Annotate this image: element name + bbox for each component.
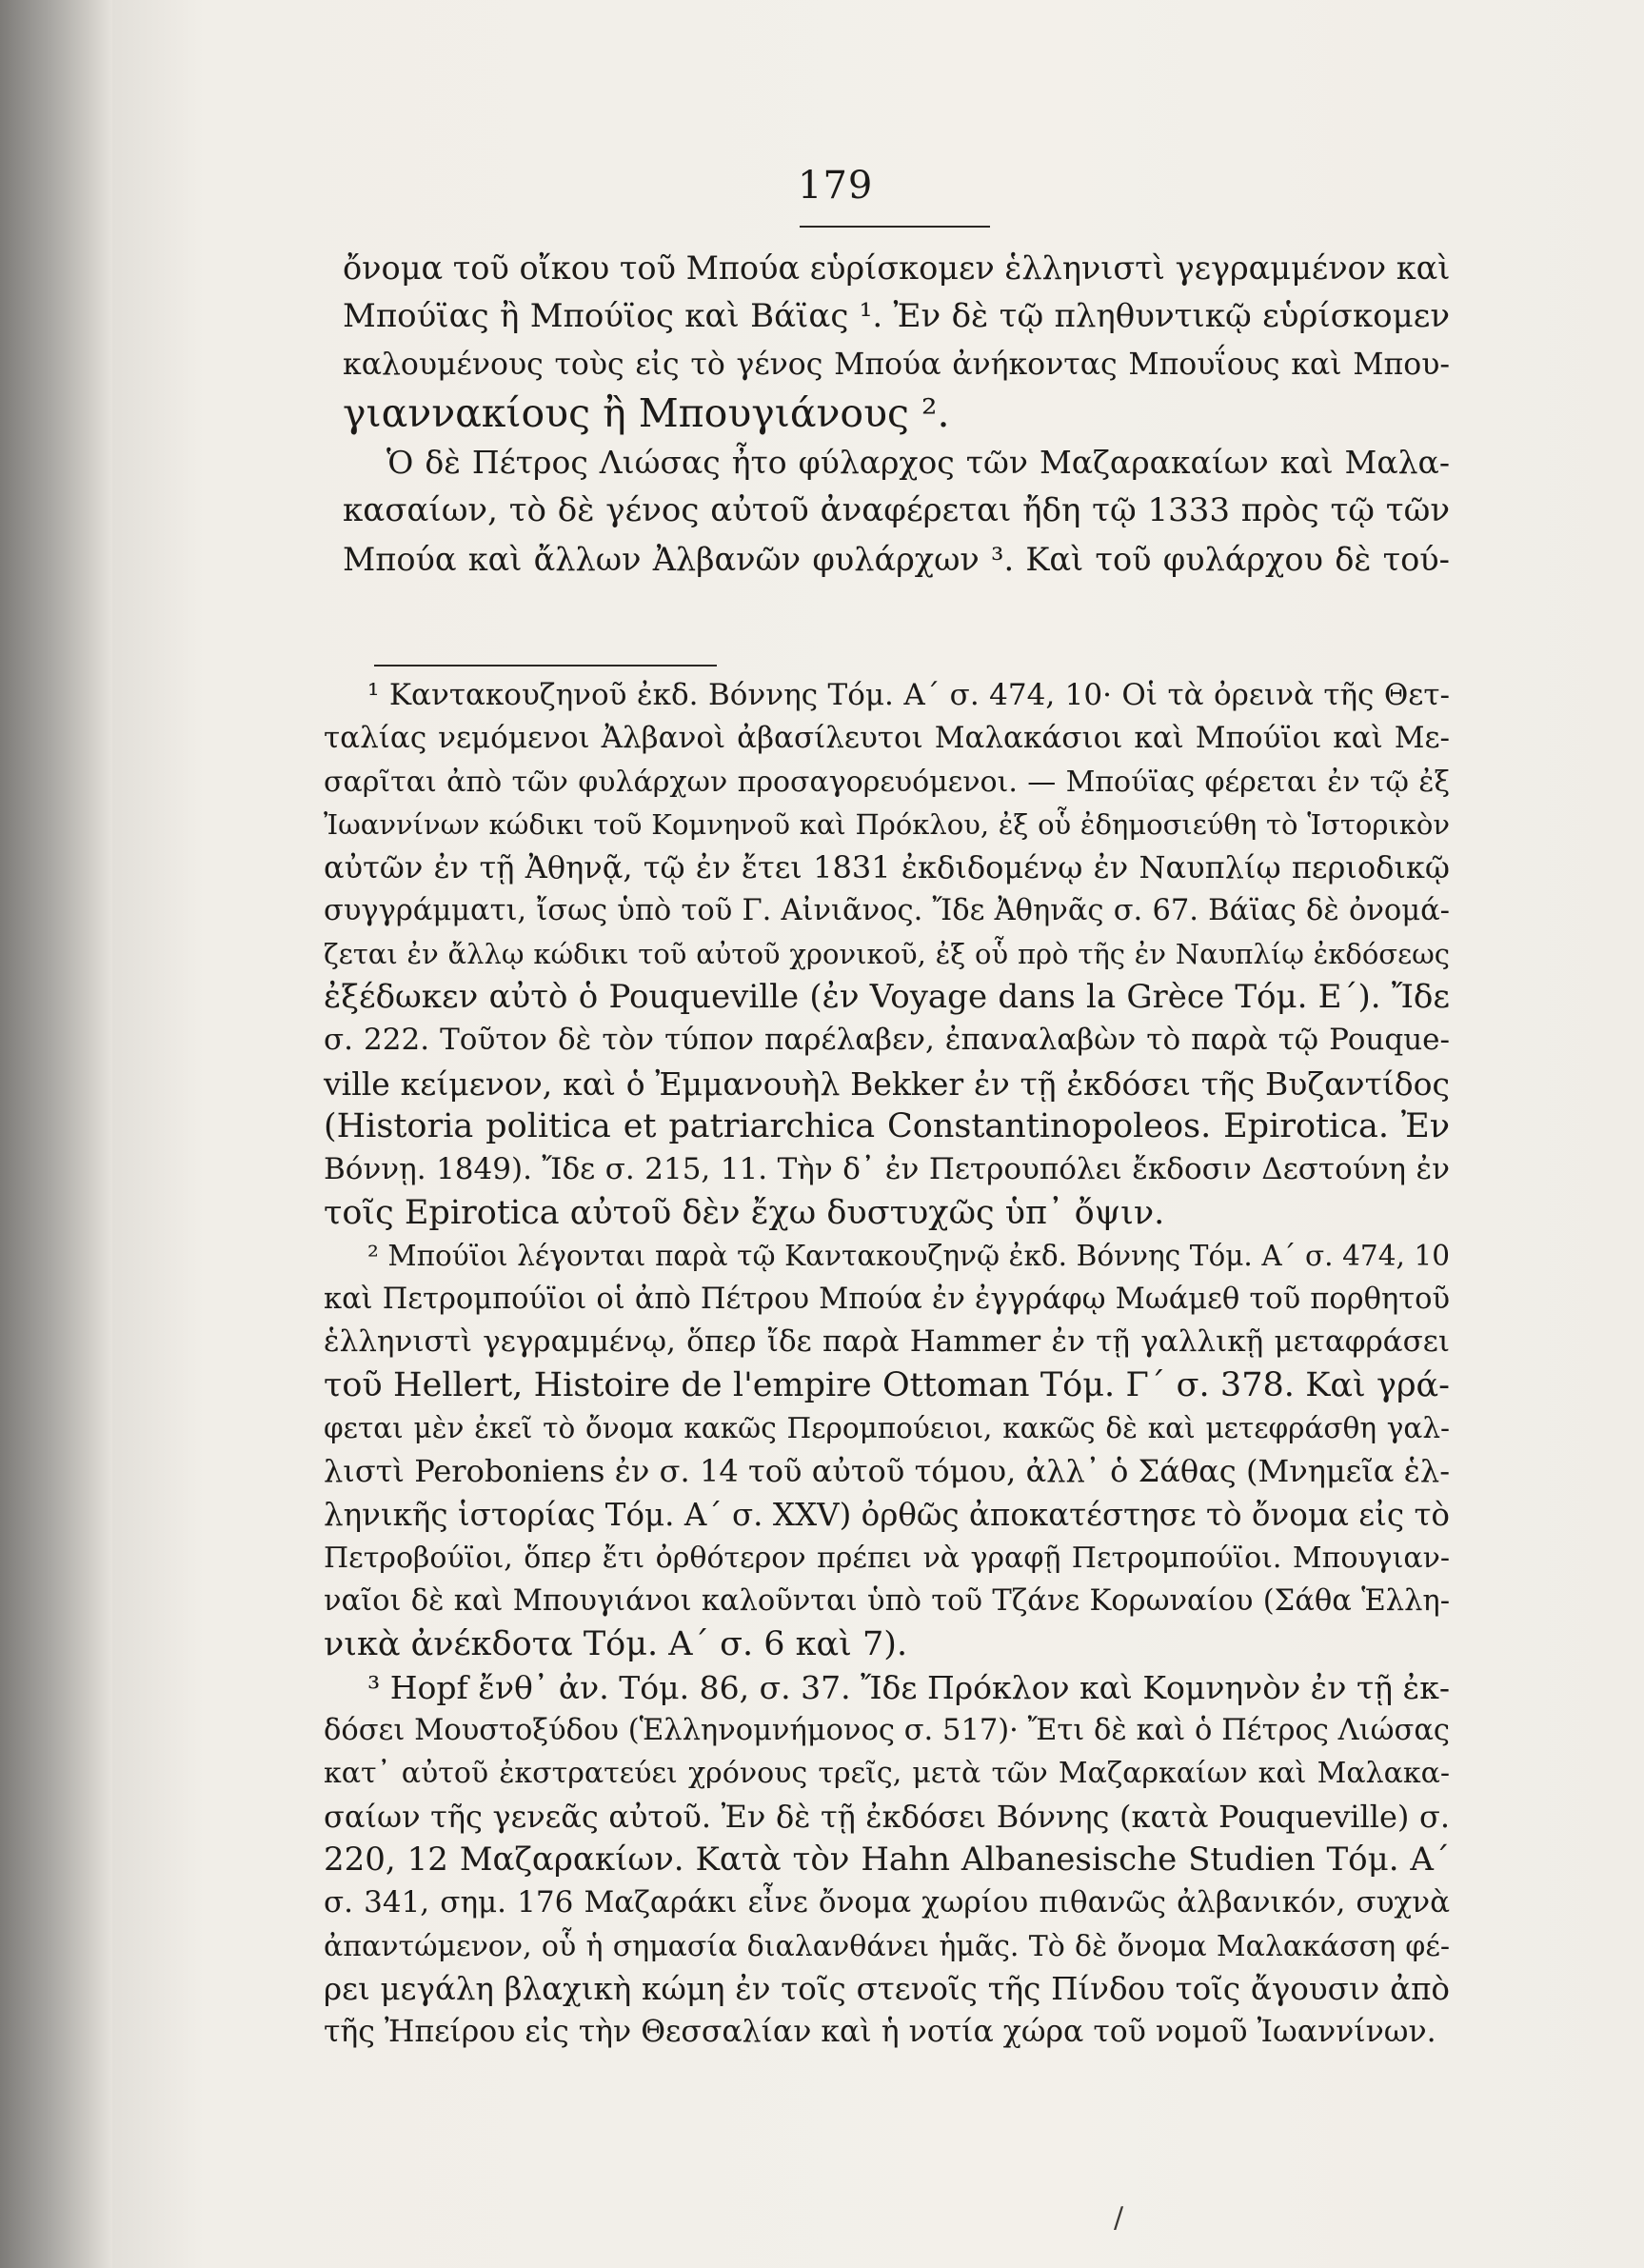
footnote-line: ρει μεγάλη βλαχικὴ κώμη ἐν τοῖς στενοῖς τῆς Πίνδου τοῖς ἄγουσιν ἀπὸ (324, 1970, 1450, 2007)
footnote-line: λιστὶ Peroboniens ἐν σ. 14 τοῦ αὐτοῦ τόμου, ἀλλ᾽ ὁ Σάθας (Μνημεῖα ἑλ- (324, 1453, 1450, 1490)
footnote-line: ἑλληνιστὶ γεγραμμένῳ, ὅπερ ἴδε παρὰ Hammer ἐν τῇ γαλλικῇ μεταφράσει (324, 1324, 1450, 1360)
stray-pencil-mark: / (1114, 2201, 1124, 2235)
footnote-line: καὶ Πετρομπούϊοι οἱ ἀπὸ Πέτρου Μπούα ἐν ἐγγράφῳ Μωάμεθ τοῦ πορθητοῦ (324, 1283, 1450, 1317)
footnote-line: Ἰωαννίνων κώδικι τοῦ Κομνηνοῦ καὶ Πρόκλου, ἐξ οὗ ἐδημοσιεύθη τὸ Ἱστορικὸν (324, 807, 1450, 841)
footnote-line: ληνικῆς ἱστορίας Τόμ. Α΄ σ. XXV) ὀρθῶς ἀποκατέστησε τὸ ὄνομα εἰς τὸ (324, 1496, 1450, 1533)
book-spine-shadow (0, 0, 112, 2268)
page-number: 179 (798, 164, 874, 208)
footnote-line: 220, 12 Μαζαρακίων. Κατὰ τὸν Hahn Albanesische Studien Τόμ. Α΄ (324, 1840, 1450, 1880)
footnote-line: αὐτῶν ἐν τῇ Ἀθηνᾷ, τῷ ἐν ἔτει 1831 ἐκδιδομένῳ ἐν Ναυπλίῳ περιοδικῷ (324, 849, 1450, 886)
footnote-line: σαρῖται ἀπὸ τῶν φυλάρχων προσαγορευόμενοι. — Μπούϊας φέρεται ἐν τῷ ἐξ (324, 765, 1450, 799)
footnote-line: ² Μπούϊοι λέγονται παρὰ τῷ Καντακουζηνῷ ἐκδ. Βόννης Τόμ. Α΄ σ. 474, 10 (367, 1239, 1450, 1272)
main-text-line: γιαννακίους ἢ Μπουγιάνους ². (343, 390, 950, 436)
footnote-line: ¹ Καντακουζηνοῦ ἐκδ. Βόννης Τόμ. Α΄ σ. 474, 10· Οἱ τὰ ὀρεινὰ τῆς Θετ- (367, 678, 1450, 712)
footnote-line: ἐξέδωκεν αὐτὸ ὁ Pouqueville (ἐν Voyage dans la Grèce Τόμ. Ε΄). Ἴδε (324, 978, 1450, 1017)
footnote-line: νικὰ ἀνέκδοτα Τόμ. Α΄ σ. 6 καὶ 7). (324, 1624, 908, 1663)
footnote-line: σ. 341, σημ. 176 Μαζαράκι εἶνε ὄνομα χωρίου πιθανῶς ἀλβανικόν, συχνὰ (324, 1885, 1450, 1920)
main-text-line: Ὁ δὲ Πέτρος Λιώσας ἦτο φύλαρχος τῶν Μαζαρακαίων καὶ Μαλα- (386, 444, 1450, 481)
main-text (343, 244, 1450, 584)
footnote-line: τῆς Ἠπείρου εἰς τὴν Θεσσαλίαν καὶ ἡ νοτία χώρα τοῦ νομοῦ Ἰωαννίνων. (324, 2015, 1436, 2050)
footnote-rule (374, 665, 717, 666)
footnote-line: ³ Hopf ἔνθ᾽ ἀν. Τόμ. 86, σ. 37. Ἴδε Πρόκλον καὶ Κομνηνὸν ἐν τῇ ἐκ- (367, 1668, 1450, 1706)
footnote-line: Πετροβούϊοι, ὅπερ ἔτι ὀρθότερον πρέπει νὰ γραφῇ Πετρομπούϊοι. Μπουγιαν- (324, 1541, 1450, 1575)
footnote-line: τοῦ Hellert, Histoire de l'empire Ottoman Τόμ. Γ΄ σ. 378. Καὶ γρά- (324, 1365, 1450, 1404)
main-text-line: κασαίων, τὸ δὲ γένος αὐτοῦ ἀναφέρεται ἤδη τῷ 1333 πρὸς τῷ τῶν (343, 491, 1450, 529)
footnote-line: ταλίας νεμόμενοι Ἀλβανοὶ ἀβασίλευτοι Μαλακάσιοι καὶ Μπούϊοι καὶ Με- (324, 721, 1450, 756)
main-text-line: Μπούα καὶ ἄλλων Ἀλβανῶν φυλάρχων ³. Καὶ τοῦ φυλάρχου δὲ τού- (343, 541, 1450, 578)
footnote-line: σ. 222. Τοῦτον δὲ τὸν τύπον παρέλαβεν, ἐπαναλαβὼν τὸ παρὰ τῷ Pouque- (324, 1023, 1450, 1058)
footnote-line: δόσει Μουστοξύδου (Ἑλληνομνήμονος σ. 517)· Ἔτι δὲ καὶ ὁ Πέτρος Λιώσας (324, 1714, 1450, 1748)
main-text-line: Μπούϊας ἢ Μπούϊος καὶ Βάϊας ¹. Ἐν δὲ τῷ πληθυντικῷ εὑρίσκομεν (343, 297, 1450, 335)
footnote-line: ἀπαντώμενον, οὗ ἡ σημασία διαλανθάνει ἡμᾶς. Τὸ δὲ ὄνομα Μαλακάσση φέ- (324, 1929, 1450, 1963)
header-rule (800, 226, 990, 228)
main-text-line: καλουμένους τοὺς εἰς τὸ γένος Μπούα ἀνήκοντας Μπουΐους καὶ Μπου- (343, 348, 1450, 382)
footnote-line: φεται μὲν ἐκεῖ τὸ ὄνομα κακῶς Περομπούειοι, κακῶς δὲ καὶ μετεφράσθη γαλ- (324, 1412, 1450, 1445)
footnotes (324, 674, 1450, 2055)
footnote-line: ζεται ἐν ἄλλῳ κώδικι τοῦ αὐτοῦ χρονικοῦ, ἐξ οὗ πρὸ τῆς ἐν Ναυπλίῳ ἐκδόσεως (324, 937, 1450, 970)
footnote-line: τοῖς Epirotica αὐτοῦ δὲν ἔχω δυστυχῶς ὑπ᾽ ὄψιν. (324, 1193, 1165, 1232)
footnote-line: (Historia politica et patriarchica Constantinopoleos. Epirotica. Ἐν (324, 1106, 1450, 1145)
footnote-line: κατ᾽ αὐτοῦ ἐκστρατεύει χρόνους τρεῖς, μετὰ τῶν Μαζαρκαίων καὶ Μαλακα- (324, 1757, 1450, 1791)
footnote-line: συγγράμματι, ἴσως ὑπὸ τοῦ Γ. Αἰνιᾶνος. Ἴδε Ἀθηνᾶς σ. 67. Βάϊας δὲ ὀνομά- (324, 894, 1450, 928)
footnote-line: ville κείμενον, καὶ ὁ Ἐμμανουὴλ Bekker ἐν τῇ ἐκδόσει τῆς Βυζαντίδος (324, 1064, 1450, 1103)
footnote-line: Βόννῃ. 1849). Ἴδε σ. 215, 11. Τὴν δ᾽ ἐν Πετρουπόλει ἔκδοσιν Δεστούνη ἐν (324, 1152, 1450, 1187)
main-text-line: ὄνομα τοῦ οἴκου τοῦ Μπούα εὑρίσκομεν ἑλληνιστὶ γεγραμμένον καὶ (343, 249, 1451, 287)
footnote-line: σαίων τῆς γενεᾶς αὐτοῦ. Ἐν δὲ τῇ ἐκδόσει Βόννης (κατὰ Pouqueville) σ. (324, 1798, 1450, 1835)
footnote-line: ναῖοι δὲ καὶ Μπουγιάνοι καλοῦνται ὑπὸ τοῦ Τζάνε Κορωναίου (Σάθα Ἑλλη- (324, 1584, 1450, 1619)
